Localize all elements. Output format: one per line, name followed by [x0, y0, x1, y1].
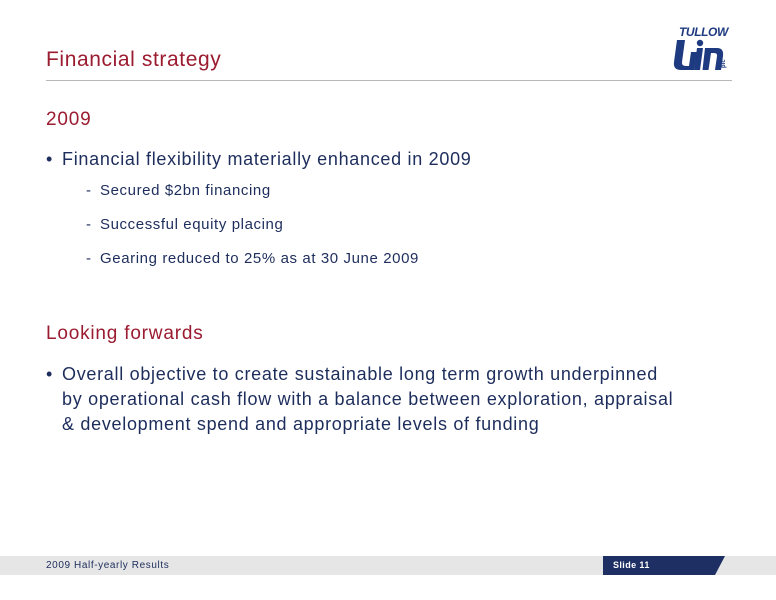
tullow-logo — [671, 22, 733, 72]
dash-icon: - — [86, 182, 92, 199]
bullet-text-line: by operational cash flow with a balance between exploration, appraisal — [62, 389, 674, 409]
section-heading-looking-forwards: Looking forwards — [46, 323, 204, 344]
sub-item-text: Gearing reduced to 25% as at 30 June 2009 — [100, 250, 419, 267]
section-heading-2009: 2009 — [46, 109, 92, 130]
bullet-text-line: Overall objective to create sustainable long term growth underpinned — [62, 364, 658, 384]
title-divider — [46, 80, 732, 81]
sub-item — [86, 216, 283, 233]
slide-number-tab — [603, 556, 725, 575]
footer-title: 2009 Half-yearly Results — [46, 560, 170, 571]
bullet-item — [46, 362, 736, 437]
bullet-text-line: & development spend and appropriate levels of funding — [62, 414, 540, 434]
bullet-dot-icon: • — [46, 149, 54, 169]
sub-item-text: Successful equity placing — [100, 216, 284, 233]
bullet-item — [46, 147, 736, 172]
slide-number: Slide 11 — [613, 560, 650, 570]
sub-item-text: Secured $2bn financing — [100, 182, 271, 199]
bullet-text: Financial flexibility materially enhanced in 2009 — [62, 149, 472, 169]
slide-title: Financial strategy — [46, 48, 222, 71]
sub-item — [86, 250, 419, 267]
bullet-dot-icon: • — [46, 364, 54, 384]
sub-item — [86, 182, 271, 199]
dash-icon: - — [86, 216, 92, 233]
logo-plc-text: plc — [721, 59, 727, 68]
dash-icon: - — [86, 250, 92, 267]
logo-wordmark: TULLOW — [679, 25, 728, 39]
